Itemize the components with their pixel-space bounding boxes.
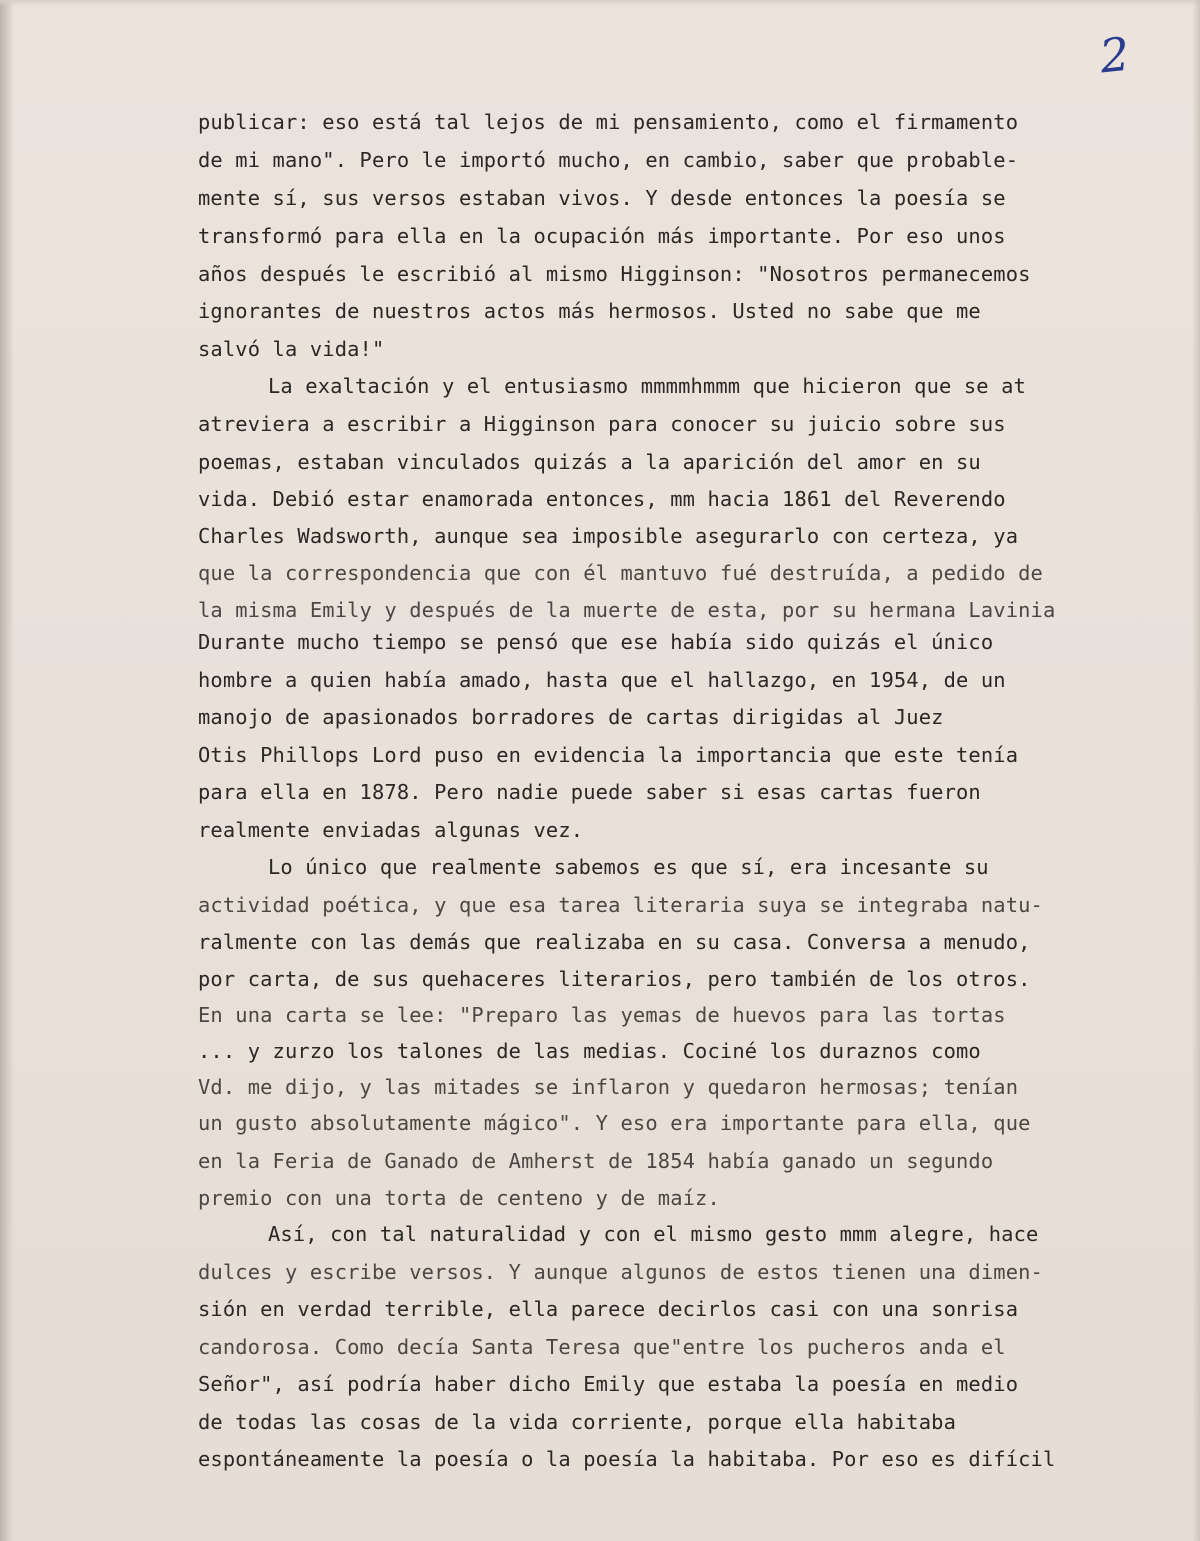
text-line: vida. Debió estar enamorada entonces, mm hacia 1861 del Reverendo xyxy=(198,487,1006,511)
text-line: un gusto absolutamente mágico". Y eso era importante para ella, que xyxy=(198,1111,1031,1135)
text-line: Vd. me dijo, y las mitades se inflaron y quedaron hermosas; tenían xyxy=(198,1075,1019,1099)
text-line: por carta, de sus quehaceres literarios, pero también de los otros. xyxy=(198,967,1031,991)
handwritten-page-number: 2 xyxy=(1097,26,1133,84)
text-line: dulces y escribe versos. Y aunque algunos de estos tienen una dimen- xyxy=(198,1260,1043,1284)
text-line: candorosa. Como decía Santa Teresa que"entre los pucheros anda el xyxy=(198,1335,1006,1359)
text-line: Durante mucho tiempo se pensó que ese había sido quizás el único xyxy=(198,630,994,654)
text-line: Otis Phillops Lord puso en evidencia la importancia que este tenía xyxy=(198,743,1019,767)
text-line: ... y zurzo los talones de las medias. Cociné los duraznos como xyxy=(198,1039,981,1063)
text-line: publicar: eso está tal lejos de mi pensamiento, como el firmamento xyxy=(198,110,1019,134)
paragraph-start-line: La exaltación y el entusiasmo mmmmhmmm que hicieron que se at xyxy=(268,374,1026,398)
text-line: años después le escribió al mismo Higginson: "Nosotros permanecemos xyxy=(198,262,1031,286)
page-right-edge xyxy=(1192,0,1200,1541)
text-line: espontáneamente la poesía o la poesía la habitaba. Por eso es difícil xyxy=(198,1447,1056,1471)
text-line: ralmente con las demás que realizaba en su casa. Conversa a menudo, xyxy=(198,930,1031,954)
text-line: ignorantes de nuestros actos más hermosos. Usted no sabe que me xyxy=(198,299,981,323)
text-line: hombre a quien había amado, hasta que el hallazgo, en 1954, de un xyxy=(198,668,1006,692)
text-line: la misma Emily y después de la muerte de esta, por su hermana Lavinia xyxy=(198,598,1056,622)
text-line: de todas las cosas de la vida corriente, porque ella habitaba xyxy=(198,1410,956,1434)
text-line: salvó la vida!" xyxy=(198,337,385,361)
page-top-edge xyxy=(0,0,1200,6)
text-line: actividad poética, y que esa tarea literaria suya se integraba natu- xyxy=(198,893,1043,917)
text-line: premio con una torta de centeno y de maíz. xyxy=(198,1186,720,1210)
text-line: en la Feria de Ganado de Amherst de 1854 había ganado un segundo xyxy=(198,1149,994,1173)
text-line: Charles Wadsworth, aunque sea imposible asegurarlo con certeza, ya xyxy=(198,524,1019,548)
text-line: manojo de apasionados borradores de cartas dirigidas al Juez xyxy=(198,705,944,729)
text-line: de mi mano". Pero le importó mucho, en cambio, saber que probable- xyxy=(198,148,1019,172)
text-line: En una carta se lee: "Preparo las yemas de huevos para las tortas xyxy=(198,1003,1006,1027)
text-line: Señor", así podría haber dicho Emily que estaba la poesía en medio xyxy=(198,1372,1019,1396)
text-line: atreviera a escribir a Higginson para conocer su juicio sobre sus xyxy=(198,412,1006,436)
text-line: que la correspondencia que con él mantuvo fué destruída, a pedido de xyxy=(198,561,1043,585)
paragraph-start-line: Lo único que realmente sabemos es que sí, era incesante su xyxy=(268,855,989,879)
text-line: sión en verdad terrible, ella parece decirlos casi con una sonrisa xyxy=(198,1297,1019,1321)
text-line: para ella en 1878. Pero nadie puede saber si esas cartas fueron xyxy=(198,780,981,804)
paragraph-start-line: Así, con tal naturalidad y con el mismo gesto mmm alegre, hace xyxy=(268,1222,1039,1246)
text-line: transformó para ella en la ocupación más importante. Por eso unos xyxy=(198,224,1006,248)
page-left-edge-shadow xyxy=(0,0,14,1541)
text-line: realmente enviadas algunas vez. xyxy=(198,818,584,842)
text-line: poemas, estaban vinculados quizás a la aparición del amor en su xyxy=(198,450,981,474)
text-line: mente sí, sus versos estaban vivos. Y desde entonces la poesía se xyxy=(198,186,1006,210)
